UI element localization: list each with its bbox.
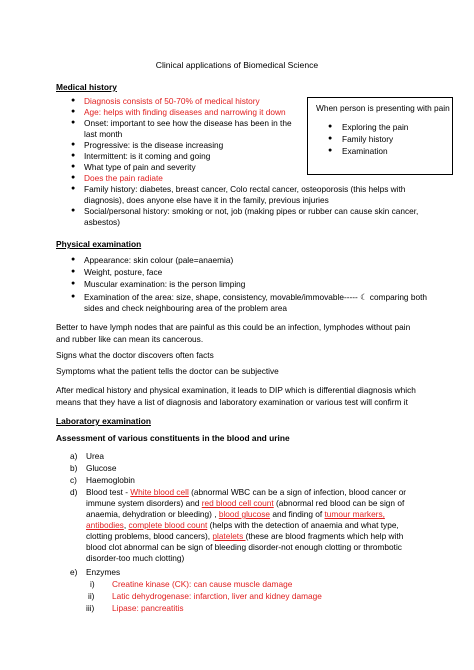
bullet-icon: ● [71, 256, 76, 263]
highlight-term: White blood cell [130, 487, 189, 497]
box-title: When person is presenting with pain [316, 103, 450, 113]
list-item-continuation: sides and check neighbouring area of the problem area [84, 303, 287, 313]
highlight-term: blood glucose [218, 509, 271, 519]
list-item: What type of pain and severity [84, 162, 196, 172]
list-item: Enzymes [86, 567, 121, 577]
text: clotting problems, blood cancers), [86, 531, 213, 541]
box-item: Family history [342, 134, 394, 144]
text: (abnormal WBC can be a sign of infection, blood cancer or [188, 487, 407, 497]
list-item: Glucose [86, 463, 117, 473]
bullet-icon: ● [71, 268, 76, 275]
paragraph-line: and rubber like can mean its cancerous. [56, 334, 204, 344]
text: (abnormal red blood can be sign of [273, 498, 405, 508]
text: and finding of [270, 509, 325, 519]
text: anaemia, dehydration or bleeding) , [86, 509, 219, 519]
list-item-continuation: last month [84, 129, 123, 139]
highlight-term: red blood cell count [201, 498, 274, 508]
text: (these are blood fragments which help with [245, 531, 404, 541]
medical-history-heading: Medical history [56, 82, 117, 92]
bullet-icon: ● [328, 135, 333, 142]
list-item: Latic dehydrogenase: infarction, liver and kidney damage [112, 591, 322, 601]
list-item: Creatine kinase (CK): can cause muscle damage [112, 579, 293, 589]
list-item-continuation: asbestos) [84, 217, 120, 227]
text: (helps with the detection of anaemia and what type, [207, 520, 399, 530]
list-item: Intermittent: is it coming and going [84, 151, 211, 161]
list-item: Haemoglobin [86, 475, 135, 485]
box-item: Examination [342, 146, 388, 156]
physical-examination-heading: Physical examination [56, 239, 142, 249]
bullet-icon: ● [71, 97, 76, 104]
bullet-icon: ● [71, 152, 76, 159]
highlight-term: complete blood count [128, 520, 208, 530]
highlight-term: tumour markers, [324, 509, 385, 519]
bullet-icon: ● [71, 293, 76, 300]
bullet-icon: ● [328, 147, 333, 154]
list-item: Lipase: pancreatitis [112, 603, 184, 613]
laboratory-heading: Laboratory examination [56, 416, 151, 426]
page-title: Clinical applications of Biomedical Science [155, 60, 319, 70]
box-item: Exploring the pain [342, 122, 409, 132]
paragraph-line: After medical history and physical examination, it leads to DIP which is differential diagnosis which [56, 385, 416, 395]
paragraph-line: Symptoms what the patient tells the doctor can be subjective [56, 366, 279, 376]
list-marker: c) [70, 475, 77, 485]
list-item: Examination of the area: size, shape, consistency, movable/immovable----- ☾ comparing both [84, 292, 427, 302]
list-item-continuation: diagnosis), does anyone else have it in the family, previous injuries [84, 195, 329, 205]
list-item: Family history: diabetes, breast cancer, Colo rectal cancer, osteoporosis (this helps with [84, 184, 406, 194]
paragraph-line: Better to have lymph nodes that are painful as this could be an infection, lymphodes without pain [56, 322, 411, 332]
list-item: Muscular examination: is the person limping [84, 279, 246, 289]
list-marker: ii) [88, 591, 95, 601]
list-item: Social/personal history: smoking or not, job (making pipes or rubber can cause skin cancer, [84, 206, 419, 216]
laboratory-subheading: Assessment of various constituents in the blood and urine [56, 433, 290, 443]
bullet-icon: ● [71, 141, 76, 148]
bullet-icon: ● [71, 185, 76, 192]
paragraph-line: means that they have a list of diagnosis and laboratory examination or various test will confirm it [56, 397, 408, 407]
list-item: Age: helps with finding diseases and narrowing it down [84, 107, 286, 117]
text: disorder-too much clotting) [86, 553, 185, 563]
bullet-icon: ● [71, 280, 76, 287]
bullet-icon: ● [328, 123, 333, 130]
list-marker: e) [70, 567, 78, 577]
list-item: Onset: important to see how the disease has been in the [84, 118, 292, 128]
list-item: Urea [86, 451, 104, 461]
text: Blood test - [86, 487, 131, 497]
text: immune system disorders) and [86, 498, 202, 508]
text: blood clot abnormal can be sign of bleeding disorder-not enough clotting or thrombotic [86, 542, 402, 552]
list-item: Appearance: skin colour (pale=anaemia) [84, 255, 234, 265]
pain-presentation-box [307, 97, 453, 175]
list-marker: b) [70, 463, 78, 473]
list-marker: i) [90, 579, 95, 589]
list-item: Weight, posture, face [84, 267, 163, 277]
list-item: Does the pain radiate [84, 173, 163, 183]
list-marker: a) [70, 451, 78, 461]
list-item: Diagnosis consists of 50-70% of medical history [84, 96, 260, 106]
list-marker: d) [70, 487, 78, 497]
highlight-term: antibodies [86, 520, 124, 530]
paragraph-line: Signs what the doctor discovers often facts [56, 350, 214, 360]
text: , [123, 520, 129, 530]
bullet-icon: ● [71, 119, 76, 126]
bullet-icon: ● [71, 163, 76, 170]
list-item: Progressive: is the disease increasing [84, 140, 224, 150]
bullet-icon: ● [71, 108, 76, 115]
highlight-term: platelets [212, 531, 246, 541]
list-marker: iii) [86, 603, 95, 613]
bullet-icon: ● [71, 207, 76, 214]
bullet-icon: ● [71, 174, 76, 181]
